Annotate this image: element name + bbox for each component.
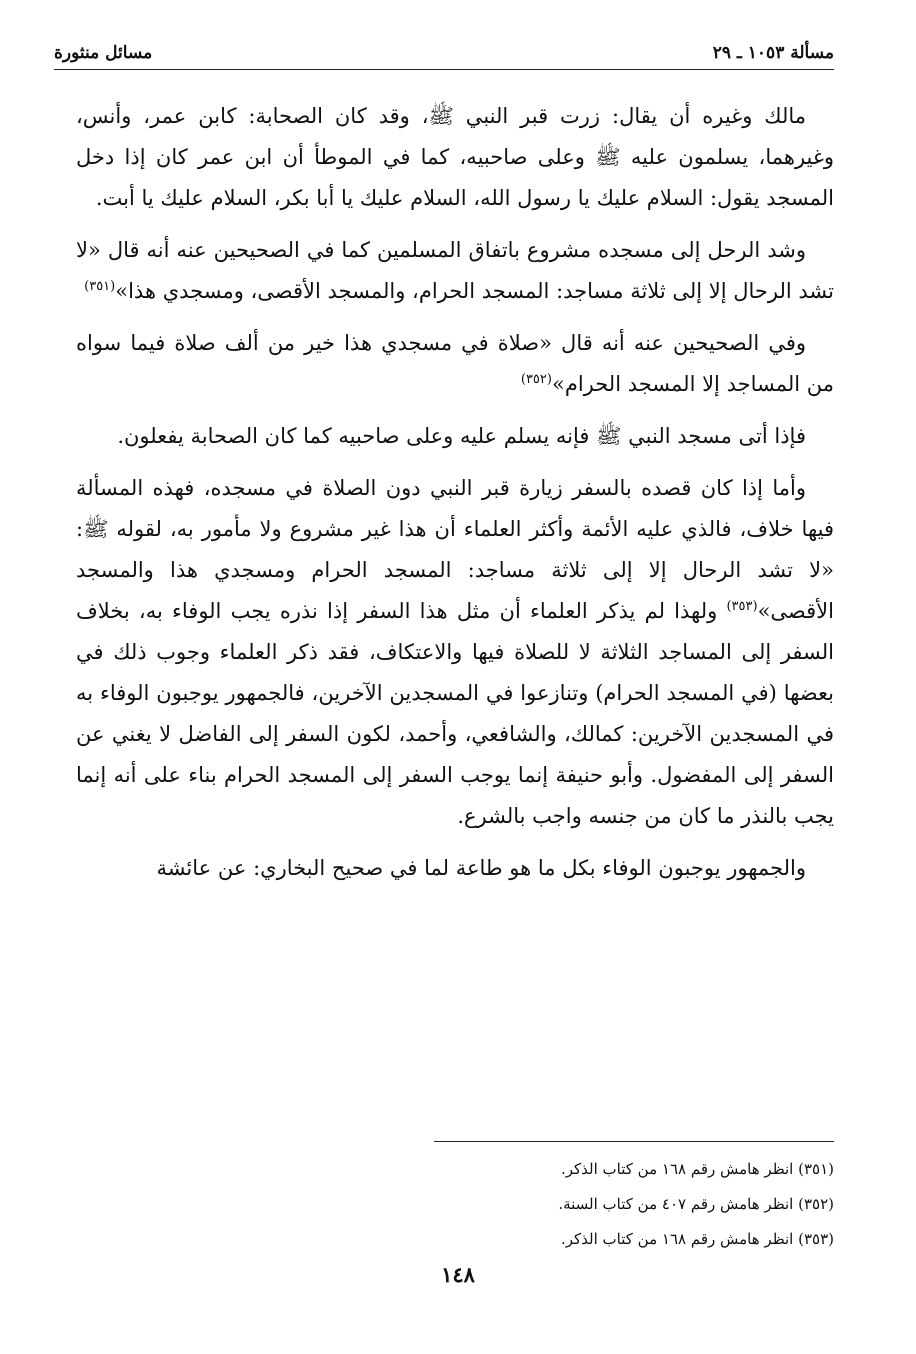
footnote: (٣٥١) انظر هامش رقم ١٦٨ من كتاب الذكر. xyxy=(560,1160,834,1178)
paragraph xyxy=(76,96,834,219)
paragraph-text: والجمهور يوجبون الوفاء بكل ما هو طاعة لما في صحيح البخاري: عن عائشة xyxy=(156,856,806,880)
footnote-reference[interactable]: (٣٥١) xyxy=(84,279,116,294)
paragraph-text-continued: ولهذا لم يذكر العلماء أن مثل هذا السفر إذا نذره يجب الوفاء به، بخلاف السفر إلى المساجد الثلاثة لا للصلاة فيها والاعتكاف، فقد ذكر العلماء وجوب ذلك في بعضها (في المسجد الحرام) وتنازعوا في المسجدين الآخرين، فالجمهور يوجبون الوفاء به في المسجدين الآخرين: كمالك، والشافعي، وأحمد، لكون السفر إلى الفاضل لا يغني عن السفر إلى المفضول. وأبو حنيفة إنما يوجب السفر إلى المسجد الحرام بناء على أنه إنما يجب بالنذر ما كان من جنسه واجب بالشرع. xyxy=(76,599,834,828)
main-text xyxy=(76,96,834,900)
paragraph xyxy=(76,468,834,837)
footnotes xyxy=(420,1152,834,1257)
footnote: (٣٥٣) انظر هامش رقم ١٦٨ من كتاب الذكر. xyxy=(560,1230,834,1248)
paragraph xyxy=(76,848,834,889)
footnote-reference[interactable]: (٣٥٢) xyxy=(520,372,552,387)
footnote-reference[interactable]: (٣٥٣) xyxy=(726,599,758,614)
paragraph xyxy=(76,230,834,312)
paragraph-text: وأما إذا كان قصده بالسفر زيارة قبر النبي دون الصلاة في مسجده، فهذه المسألة فيها خلاف، فالذي عليه الأئمة وأكثر العلماء أن هذا غير مشروع ولا مأمور به، لقوله ﷺ: «لا تشد الرحال إلا إلى ثلاثة مساجد: المسجد الحرام ومسجدي هذا والمسجد الأقصى» xyxy=(76,476,834,623)
footnote-divider xyxy=(434,1141,834,1142)
paragraph-text: وفي الصحيحين عنه أنه قال «صلاة في مسجدي هذا خير من ألف صلاة فيما سواه من المساجد إلا المسجد الحرام» xyxy=(76,331,834,396)
header-chapter-title: مسائل منثورة xyxy=(54,43,153,63)
header-section-title: مسألة ١٠٥٣ ـ ٢٩ xyxy=(712,43,834,63)
paragraph-text: فإذا أتى مسجد النبي ﷺ فإنه يسلم عليه وعلى صاحبيه كما كان الصحابة يفعلون. xyxy=(117,424,806,448)
paragraph-text: مالك وغيره أن يقال: زرت قبر النبي ﷺ، وقد كان الصحابة: كابن عمر، وأنس، وغيرهما، يسلمون عليه ﷺ وعلى صاحبيه، كما في الموطأ أن ابن عمر كان إذا دخل المسجد يقول: السلام عليك يا رسول الله، السلام عليك يا أبا بكر، السلام عليك يا أبت. xyxy=(76,104,834,210)
paragraph-text: وشد الرحل إلى مسجده مشروع باتفاق المسلمين كما في الصحيحين عنه أنه قال «لا تشد الرحال إلا إلى ثلاثة مساجد: المسجد الحرام، والمسجد الأقصى، ومسجدي هذا» xyxy=(76,238,834,303)
page-number: ١٤٨ xyxy=(441,1262,475,1287)
footnote: (٣٥٢) انظر هامش رقم ٤٠٧ من كتاب السنة. xyxy=(558,1195,834,1213)
paragraph xyxy=(76,416,834,457)
running-header xyxy=(54,36,834,70)
paragraph xyxy=(76,323,834,405)
